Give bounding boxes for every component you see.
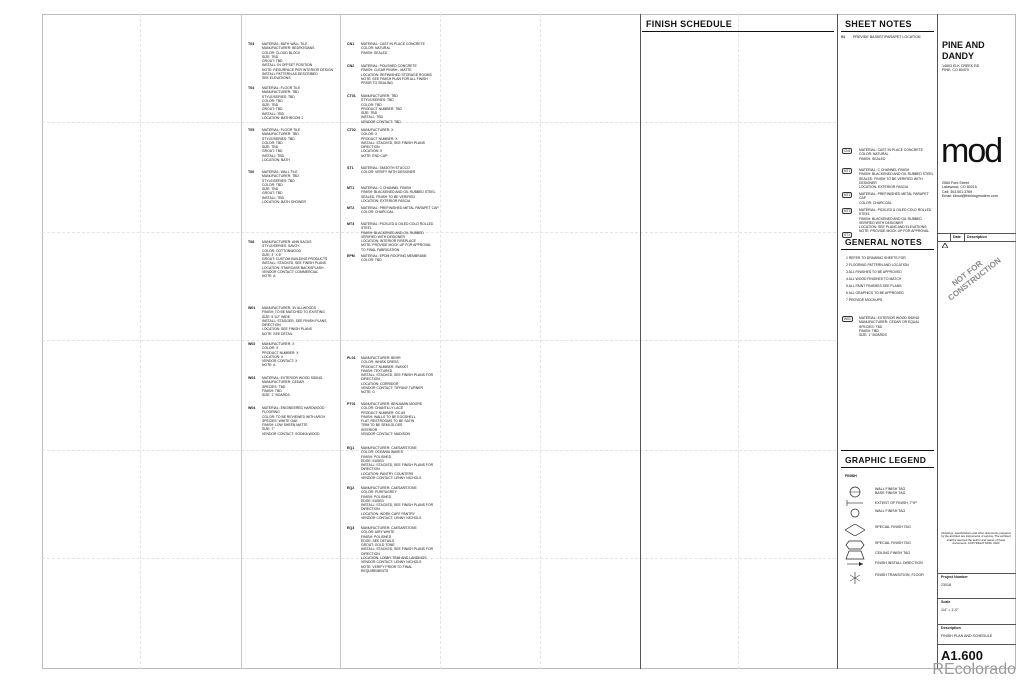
finish-description: MANUFACTURER: X COLOR: X PRODUCT NUMBER: X INSTALL: STACKED, SEE FINISH PLANS DIRECTION LOCATION: X NOTE: END CAP: [361, 128, 425, 158]
grid-line: [738, 14, 739, 669]
rev-table-divider: [950, 233, 951, 241]
project-number: 23018: [941, 583, 951, 587]
wall-finish-tag-icon: [845, 486, 865, 496]
legend-label: FINISH TRANSITION, FLOOR: [875, 573, 924, 577]
logo-text: mod: [941, 132, 1002, 170]
panel-divider: [837, 14, 838, 669]
sheet-notes-title: SHEET NOTES: [845, 19, 912, 29]
finish-code: ST1: [347, 166, 354, 170]
general-note: 4 ALL WOOD FINISHES TO MATCH: [846, 277, 902, 281]
hexagon-tag-icon: [845, 540, 865, 550]
general-note: 3 ALL FINISHES TO BE APPROVED: [846, 270, 902, 274]
project-number-label: Project Number: [941, 575, 968, 579]
project-name: PINE AND DANDY: [942, 40, 985, 61]
description-value: FINISH PLAN AND SCHEDULE: [941, 634, 993, 638]
not-for-construction-stamp: NOT FOR CONSTRUCTION: [946, 255, 1003, 303]
finish-code: EQ2: [347, 486, 355, 490]
finish-description: MANUFACTURER: TBD STYLE/SERIES: TBD COLOR: TBD PRODUCT NUMBER: TBD SIZE: TBD INSTALL: TBD VENDOR CONTACT: TBD: [361, 94, 402, 124]
title-block-rule: [937, 644, 1016, 645]
title-rule: [642, 31, 834, 32]
panel-divider: [640, 14, 641, 669]
finish-description: MATERIAL: WALL TILE MANUFACTURER: TBD STYLE/SERIES: TBD COLOR: TBD SIZE: TBD GROUT: TBD INSTALL: TBD LOCATION: BATH SHOWER: [262, 170, 306, 205]
finish-tag: MT3: [844, 209, 851, 213]
finish-description: MANUFACTURER: BENJAMIN MOORE COLOR: CHANTILLY LACE PRODUCT NUMBER: OC-65 FINISH: WALLS TO BE EGGSHELL FLAT, RESTROOMS TO BE SATIN TRIM TO BE SEMI-GLOSS INTERIOR VENDOR CONTACT: MADISON: [361, 402, 423, 437]
sheet-border: [42, 14, 1016, 669]
legend-label: WALL FINISH TAG: [875, 509, 906, 513]
finish-description: MANUFACTURER: BEHR COLOR: WHISK DRESS PRODUCT NUMBER: SW0007 FINISH: TEXTURED INSTALL: STACKED, SEE FINISH PLANS FOR DIRECTION LOCATION: CORRIDOR VENDOR CONTACT: TIFFANY TURNER NOTE: G: [361, 356, 434, 395]
title-rule: [841, 249, 934, 250]
finish-code: PT01: [347, 402, 356, 406]
finish-tag: MT1: [844, 169, 851, 173]
sheet-note-number: 01: [841, 35, 845, 39]
finish-description: MATERIAL: CAST IN PLACE CONCRETE COLOR: NATURAL FINISH: SEALED: [361, 42, 425, 55]
rev-description-header: Description: [967, 235, 987, 239]
title-rule: [841, 467, 934, 468]
general-notes-title: GENERAL NOTES: [845, 237, 922, 247]
triangle-icon: [942, 235, 948, 240]
legend-label: SPECIAL FINISH TAG: [875, 541, 911, 545]
watermark: REcolorado: [932, 661, 1016, 678]
finish-description: MATERIAL: EXTERIOR WOOD SIDING MANUFACTURER: CEDAR SPECIES: TBD FINISH: TBD SIZE: 1" BOARDS: [262, 376, 323, 398]
finish-code: T04: [248, 86, 255, 90]
finish-code: T05: [248, 128, 255, 132]
finish-code: W02: [248, 342, 256, 346]
general-note: 6 ALL GRAPHICS TO BE APPROVED: [846, 291, 904, 295]
finish-description: MATERIAL: FLOOR TILE MANUFACTURER: TBD STYLE/SERIES: TBD COLOR: TBD SIZE: TBD GROUT: TBD INSTALL: TBD LOCATION: BATH: [262, 128, 301, 163]
diamond-tag-icon: [845, 524, 865, 534]
finish-description: MATERIAL: BATH WALL TILE MANUFACTURER: BEDROSIANS COLOR: CLOUD BLOCK SIZE: TBD GROUT: TBD INSTALL: IN OFFSET POSITION NOTE: RESURFACE PER INTERIOR DESIGN INSTALL PATTERN AS DESCRIBED SEE ELEVATIONS: [262, 42, 334, 81]
legend-label: WALL FINISH TAG BASE FINISH TAG: [875, 487, 906, 495]
finish-code: CT01: [347, 94, 356, 98]
sheet-note-description: MATERIAL: PREFINISHED METAL PARAPET CAP COLOR: CHARCOAL: [859, 192, 929, 205]
disclaimer: Drawings, specifications and other documents prepared by the architect are instruments of service. The architect shall be deemed the author and owner of these documents. COPYRIGHT MOD, 2023: [941, 531, 1011, 546]
wall-tag-icon: [845, 508, 865, 518]
finish-tag: CN1: [844, 149, 851, 153]
finish-code: T06: [248, 170, 255, 174]
legend-label: CEILING FINISH TAG: [875, 551, 911, 555]
general-note: 2 FLOORING PATTERN AND LOCATION: [846, 263, 909, 267]
sheet-number: A1.600: [941, 648, 983, 663]
finish-description: MANUFACTURER: CAESARSTONE COLOR: PURITAGREY FINISH: POLISHED EDGE: EASED INSTALL: STACKED, SEE FINISH PLANS FOR DIRECTION LOCATION: WORK CAFE PANTRY VENDOR CONTACT: LENNY NICHOLS: [361, 486, 434, 521]
finish-description: MANUFACTURER: CAESARSTONE COLOR: AIRY WHITE FINISH: POLISHED EDGE: SEE DETAILS GROUT: GOLD TONE INSTALL: STACKED, SEE FINISH PLANS FOR DIRECTION LOCATION: LOBBY TRIM AND LANDINGS VENDOR CONTACT: LENNY NICHOLS NOTE: VERIFY PRIOR TO FINAL REQUIREMENTS: [361, 526, 434, 573]
finish-code: CT02: [347, 128, 356, 132]
column-divider: [241, 14, 242, 669]
finish-description: MATERIAL: FLOOR TILE MANUFACTURER: TBD STYLE/SERIES: TBD COLOR: TBD SIZE: TBD GROUT: TBD INSTALL: TBD LOCATION: BATHROOM 1: [262, 86, 304, 121]
finish-code: EQ3: [347, 526, 355, 530]
finish-code: PL01: [347, 356, 356, 360]
rev-table-top: [937, 233, 1016, 234]
scale-value: 1/4" = 1'-0": [941, 608, 959, 612]
ceiling-tag-icon: [845, 550, 865, 560]
finish-description: MANUFACTURER: X COLOR: X PRODUCT NUMBER: X LOCATION: X VENDOR CONTACT: X NOTE: A: [262, 342, 299, 368]
title-block-rule: [937, 573, 1016, 574]
firm-info: 2560 Ford Street Lakewood, CO 80215 Cell: 303.501.3769 Email: kbmd@thinkingmodern.com: [942, 181, 998, 199]
finish-description: MANUFACTURER: CAESARSTONE COLOR: OCEANIA WAVES FINISH: POLISHED EDGE: EASED INSTALL: STACKED, SEE FINISH PLANS FOR DIRECTION LOCATION: PANTRY COUNTERS VENDOR CONTACT: LENNY NICHOLS: [361, 446, 434, 481]
general-note: 1 REFER TO DRAWING SHEETS FOR: [846, 256, 906, 260]
general-note: 7 PROVIDE MOCKUPS: [846, 298, 883, 302]
sheet-note-text: PREVIDE BASKET/PARAPET LOCATION: [853, 35, 921, 39]
finish-code: W01: [248, 306, 256, 310]
transition-icon: [845, 572, 865, 582]
arrow-icon: [845, 560, 865, 570]
finish-code: W03: [248, 376, 256, 380]
sheet-note-description: MATERIAL: C CHANNEL FINISH FINISH: BLACKENED AND OIL RUBBED STEEL SEALED. FINISH TO BE VERIFIED WITH DESIGNER LOCATION: EXTERIOR FASCIA: [859, 168, 934, 190]
finish-code: CN2: [347, 64, 355, 68]
finish-tag: ST1: [844, 233, 850, 237]
title-block-rule: [937, 598, 1016, 599]
finish-description: MATERIAL: PREFINISHED METAL PARAPET CAP COLOR: CHARCOAL: [361, 206, 439, 215]
grid-line: [540, 14, 541, 669]
panel-divider: [937, 14, 938, 669]
graphic-legend-title: GRAPHIC LEGEND: [845, 455, 927, 465]
finish-code: T03: [248, 42, 255, 46]
scale-label: Scale: [941, 600, 951, 604]
legend-label: SPECIAL FINISH TAG: [875, 525, 911, 529]
description-label: Description: [941, 626, 961, 630]
grid-line: [140, 14, 141, 669]
finish-code: MT1: [347, 186, 355, 190]
finish-code: MT3: [347, 222, 355, 226]
finish-description: MATERIAL: SMOOTH STUCCO COLOR: VERIFY WITH DESIGNER: [361, 166, 416, 175]
finish-code: MT2: [347, 206, 355, 210]
finish-description: MATERIAL: EPDM ROOFING MEMBRANE COLOR: TBD: [361, 254, 427, 263]
mod-logo-icon: [940, 128, 1010, 172]
rev-date-header: Date: [953, 235, 961, 239]
finish-code: EQ1: [347, 446, 355, 450]
legend-subtitle: FINISH: [845, 474, 857, 478]
sheet-note-description: MATERIAL: PICKLED & OILED COLD ROLLED STEEL FINISH: BLACKENED AND OIL RUBBED VERIFIED WITH DESIGNER LOCATION: SEE PLANS AND ELEVATIONS NOTE: PROVIDE MOCK UP FOR APPROVAL: [859, 208, 932, 234]
mod-logo: [940, 128, 1010, 172]
legend-label: FINISH INSTALL DIRECTION: [875, 561, 923, 565]
finish-code: EPM: [347, 254, 355, 258]
title-rule: [841, 450, 934, 451]
finish-description: MATERIAL: C CHANNEL FINISH FINISH: BLACKENED AND OIL RUBBED STEEL SEALED. FINISH TO BE VERIFIED LOCATION: EXTERIOR FASCIA: [361, 186, 436, 203]
finish-tag: W03: [844, 317, 851, 321]
legend-label: EXTENT OF FINISH, TYP: [875, 501, 917, 505]
sheet-note-description: MATERIAL: CAST IN PLACE CONCRETE COLOR: NATURAL FINISH: SEALED: [859, 148, 923, 161]
sheet-note-description: MATERIAL: EXTERIOR WOOD SIDING MANUFACTURER: CEDAR OR EQUAL SPECIES: TBD FINISH: TBD SIZE: 1" BOARDS: [859, 316, 920, 338]
finish-description: MATERIAL: POLISHED CONCRETE FINISH: CLEAR FINISH - MATTE LOCATION: REFINISHED STORAGE ROOMS NOTE: SEE FINISH PLAN FOR ALL FINISH PRIOR TO SEALING: [361, 64, 432, 86]
finish-description: MATERIAL: PICKLED & OILED COLD ROLLED STEEL FINISH: BLACKENED AND OIL RUBBED VERIFIED WITH DESIGNER LOCATION: INTERIOR FIREPLACE NOTE: PROVIDE MOCK UP FOR APPROVAL TO FINAL FABRICATION: [361, 222, 434, 252]
project-address: 14803 ELK CREEK RD PINE, CO 80470: [942, 64, 980, 73]
finish-code: CN1: [347, 42, 355, 46]
finish-code: W04: [248, 406, 256, 410]
finish-description: MANUFACTURER: 3V ALLWOODS FINISH: TO BE MATCHED TO EXISTING SIZE: 5 1/2" WIDE INSTALL: STAGGER, SEE FINISH PLANS DIRECTION LOCATION: SEE FINISH PLANS NOTE: SEE DETAIL: [262, 306, 327, 336]
finish-description: MANUFACTURER: ANN SACKS STYLE/SERIES: SAVOY COLOR: COTTONWOOD SIZE: 3" X 6" GROUT: CUSTOM BUILDING PRODUCTS INSTALL: STACKED, SEE FINISH PLANS LOCATION: STAIRCASE BACKSPLASH VENDOR CONTACT: COMMERCIAL NOTE: A: [262, 240, 328, 279]
title-block-rule: [937, 624, 1016, 625]
general-note: 5 ALL PAINT FINISHES SEE PLANS: [846, 284, 902, 288]
finish-tag: MT2: [844, 193, 851, 197]
finish-schedule-title: FINISH SCHEDULE: [646, 19, 733, 29]
finish-description: MATERIAL: ENGINEERED HARDWOOD FLOORING COLOR: TO BE REVIEWED WITH ARCH SPECIES: WHITE OAK FINISH: LOW SHEEN MATTE SIZE: 7" VENDOR CONTACT: SODIKA WOOD: [262, 406, 325, 436]
rev-table-rule: [937, 241, 1016, 242]
rev-table-divider: [964, 233, 965, 241]
finish-code: T08: [248, 240, 255, 244]
title-rule: [841, 31, 934, 32]
